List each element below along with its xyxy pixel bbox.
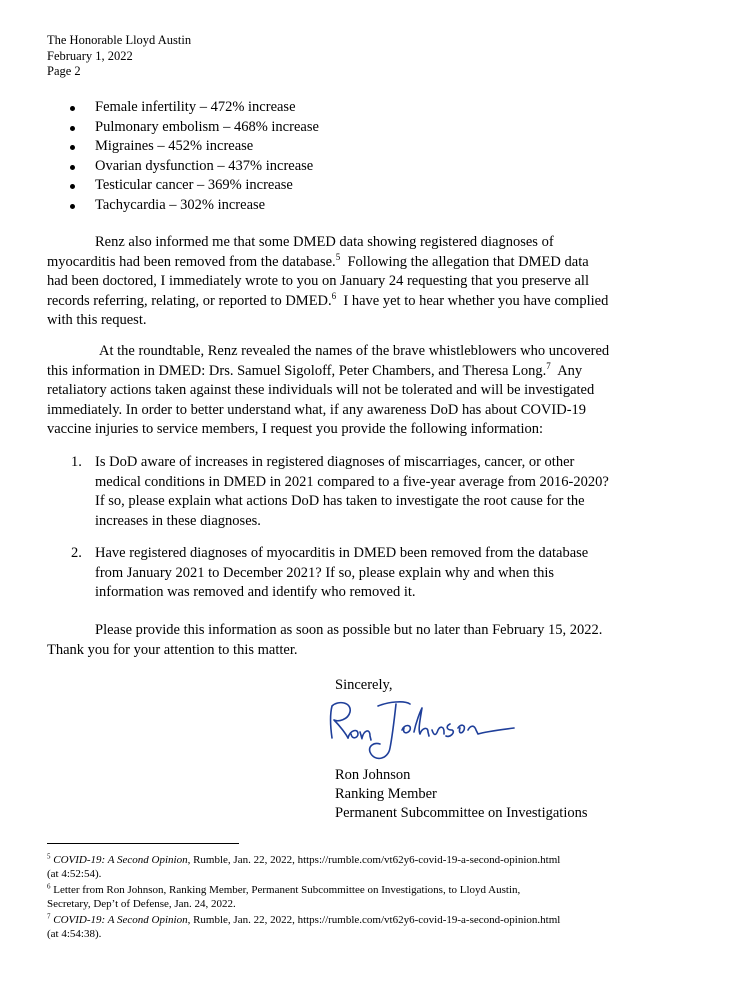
footnote-line: Secretary, Dep’t of Defense, Jan. 24, 2022. <box>47 898 236 911</box>
bullet-text: Tachycardia – 302% increase <box>95 196 266 213</box>
bullet-item <box>70 118 319 138</box>
bullet-item <box>70 157 319 177</box>
paragraph-line: Please provide this information as soon as possible but no later than February 15, 2022. <box>95 622 603 638</box>
bullet-dot <box>70 165 75 170</box>
bullet-item <box>70 196 319 216</box>
footnote-ref-7[interactable]: 7 <box>546 360 551 371</box>
paragraph-line: with this request. <box>47 312 147 329</box>
handwritten-signature <box>318 694 518 768</box>
bullet-text: Ovarian dysfunction – 437% increase <box>95 157 314 174</box>
date-line: February 1, 2022 <box>47 48 133 63</box>
question-line: Have registered diagnoses of myocarditis in DMED been removed from the database <box>95 545 589 561</box>
question-line: Is DoD aware of increases in registered diagnoses of miscarriages, cancer, or other <box>95 454 575 470</box>
paragraph-line: At the roundtable, Renz revealed the names of the brave whistleblowers who uncovered <box>99 343 610 359</box>
footnote-source-title: COVID-19: A Second Opinion <box>53 854 188 866</box>
paragraph-line: retaliatory actions taken against these individuals will not be tolerated and will be investigated <box>47 382 595 399</box>
question-number: 1. <box>71 454 82 470</box>
bullet-item <box>70 137 319 157</box>
bullet-dot <box>70 106 75 111</box>
footnote-citation: Letter from Ron Johnson, Ranking Member, Permanent Subcommittee on Investigations, to Lloyd Austin, <box>50 884 521 896</box>
footnote-number: 5 <box>47 852 51 861</box>
question-number: 2. <box>71 545 82 561</box>
increase-bullet-list <box>70 98 319 216</box>
footnote-line <box>47 883 520 897</box>
line-text: records referring, relating, or reported to DMED. <box>47 292 332 309</box>
bullet-dot <box>70 145 75 150</box>
line-text: myocarditis had been removed from the database. <box>47 253 336 270</box>
bullet-item <box>70 176 319 196</box>
footnote-5 <box>47 853 560 881</box>
paragraph-line <box>47 362 707 382</box>
footnote-source-title: COVID-19: A Second Opinion <box>53 914 188 926</box>
bullet-dot <box>70 184 75 189</box>
page-number: Page 2 <box>47 64 81 78</box>
paragraph-line <box>47 292 707 312</box>
recipient-line: The Honorable Lloyd Austin <box>47 33 192 47</box>
paragraph-line: Thank you for your attention to this matter. <box>47 641 298 658</box>
letter-header <box>47 33 191 80</box>
paragraph-line: immediately. In order to better understand what, if any awareness DoD has about COVID-19 <box>47 401 587 418</box>
line-text: I have yet to hear whether you have complied <box>336 292 609 309</box>
paragraph-line: Renz also informed me that some DMED data showing registered diagnoses of <box>95 234 554 250</box>
line-text: Any <box>550 362 583 379</box>
footnote-line <box>47 853 560 867</box>
footnote-number: 6 <box>47 882 51 891</box>
line-text: this information in DMED: Drs. Samuel Sigoloff, Peter Chambers, and Theresa Long. <box>47 362 547 379</box>
footnote-7 <box>47 913 560 941</box>
footnote-ref-6[interactable]: 6 <box>331 290 337 301</box>
bullet-text: Migraines – 452% increase <box>95 138 254 155</box>
bullet-text: Testicular cancer – 369% increase <box>95 177 293 194</box>
question-line: increases in these diagnoses. <box>95 512 261 529</box>
footnote-line <box>47 913 560 927</box>
bullet-dot <box>70 204 75 209</box>
question-text <box>95 453 609 531</box>
signer-committee: Permanent Subcommittee on Investigations <box>335 805 588 821</box>
footnote-line: (at 4:52:54). <box>47 868 102 881</box>
paragraph-roundtable <box>47 342 707 440</box>
bullet-dot <box>70 126 75 131</box>
paragraph-closing <box>47 621 707 660</box>
signer-title: Ranking Member <box>335 786 437 802</box>
bullet-item <box>70 98 319 118</box>
paragraph-dmed-removal <box>47 233 707 331</box>
question-line: from January 2021 to December 2021? If so, please explain why and when this <box>95 564 555 581</box>
bullet-text: Female infertility – 472% increase <box>95 99 296 115</box>
footnote-citation[interactable]: , Rumble, Jan. 22, 2022, https://rumble.com/vt62y6-covid-19-a-second-opinion.html <box>187 854 561 866</box>
question-line: information was removed and identify who removed it. <box>95 584 416 601</box>
footnote-6 <box>47 883 520 911</box>
line-text: Following the allegation that DMED data <box>340 253 589 270</box>
question-line: If so, please explain what actions DoD has taken to investigate the root cause for the <box>95 493 585 510</box>
footnote-divider <box>47 843 239 844</box>
paragraph-line: vaccine injuries to service members, I request you provide the following information: <box>47 421 544 438</box>
signer-name: Ron Johnson <box>335 767 411 783</box>
footnote-number: 7 <box>47 912 51 921</box>
footnote-ref-5[interactable]: 5 <box>335 251 341 262</box>
question-text <box>95 544 588 603</box>
valediction: Sincerely, <box>335 677 393 693</box>
bullet-text: Pulmonary embolism – 468% increase <box>95 118 319 135</box>
paragraph-line: had been doctored, I immediately wrote to you on January 24 requesting that you preserve all <box>47 273 589 290</box>
footnote-line: (at 4:54:38). <box>47 928 102 941</box>
paragraph-line <box>47 253 707 273</box>
footnote-citation[interactable]: , Rumble, Jan. 22, 2022, https://rumble.com/vt62y6-covid-19-a-second-opinion.html <box>187 914 561 926</box>
question-line: medical conditions in DMED in 2021 compared to a five-year average from 2016-2020? <box>95 473 609 490</box>
